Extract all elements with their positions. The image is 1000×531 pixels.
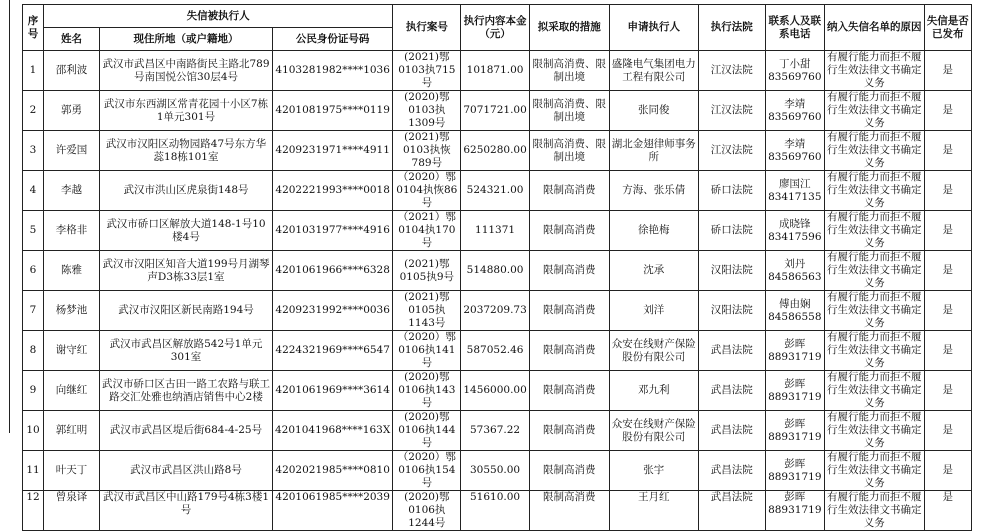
cell-name: 李格非: [44, 211, 100, 251]
cell-reason: 有履行能力而拒不履行生效法律文书确定义务: [824, 411, 924, 451]
cell-name: 许爱国: [44, 131, 100, 171]
cell-seq: 10: [23, 411, 44, 451]
table-row: [23, 331, 972, 371]
cell-address: 武汉市汉阳区新民南路194号: [100, 291, 273, 331]
cell-published: 是: [924, 291, 971, 331]
header-measures: 拟采取的措施: [529, 5, 609, 51]
cell-case: （2020）鄂0106执141号: [393, 331, 461, 371]
cell-contact: 丁小甜 83569760: [765, 51, 824, 91]
cell-name: 郭红明: [44, 411, 100, 451]
table-row: [23, 291, 972, 331]
cell-seq: 6: [23, 251, 44, 291]
cell-id: 4209231992****0036: [273, 291, 393, 331]
cell-case: （2020）鄂0104执恢86号: [393, 171, 461, 211]
cell-court: 武昌法院: [698, 491, 765, 531]
cell-reason: 有履行能力而拒不履行生效法律文书确定义务: [824, 251, 924, 291]
cell-published: 是: [924, 211, 971, 251]
table-row: [23, 211, 972, 251]
cell-applicant: 刘洋: [609, 291, 698, 331]
cell-court: 硚口法院: [698, 211, 765, 251]
cell-name: 郭勇: [44, 91, 100, 131]
cell-measure: 限制高消费: [529, 171, 609, 211]
header-name: 姓名: [44, 28, 100, 51]
cell-published: 是: [924, 251, 971, 291]
cell-amount: 6250280.00: [461, 131, 529, 171]
cell-seq: 1: [23, 51, 44, 91]
header-case-no: 执行案号: [393, 5, 461, 51]
cell-reason: 有履行能力而拒不履行生效法律文书确定义务: [824, 371, 924, 411]
cell-published: 是: [924, 371, 971, 411]
header-id-number: 公民身份证号码: [273, 28, 393, 51]
table-row: [23, 251, 972, 291]
cell-measure: 限制高消费、限制出境: [529, 131, 609, 171]
table-row: [23, 491, 972, 531]
cell-name: 陈雅: [44, 251, 100, 291]
cell-court: 江汉法院: [698, 131, 765, 171]
cell-address: 武汉市硚口区解放大道148-1号10楼4号: [100, 211, 273, 251]
cell-address: 武汉市武昌区中南路街民主路北789号南国悦公馆30层4号: [100, 51, 273, 91]
cell-contact: 成晓锋 83417596: [765, 211, 824, 251]
cell-seq: 11: [23, 451, 44, 491]
cell-amount: 524321.00: [461, 171, 529, 211]
cell-measure: 限制高消费: [529, 331, 609, 371]
cell-case: (2020)鄂0106执1244号: [393, 491, 461, 531]
cell-address: 武汉市东西湖区常青花园十小区7栋1单元301号: [100, 91, 273, 131]
cell-id: 4201041968****163X: [273, 411, 393, 451]
cell-published: 是: [924, 171, 971, 211]
cell-id: 4201061985****2039: [273, 491, 393, 531]
cell-name: 李越: [44, 171, 100, 211]
cell-amount: 514880.00: [461, 251, 529, 291]
cell-reason: 有履行能力而拒不履行生效法律文书确定义务: [824, 331, 924, 371]
cell-applicant: 湖北金翅律师事务所: [609, 131, 698, 171]
cell-seq: 8: [23, 331, 44, 371]
cell-case: (2020)鄂0103执1309号: [393, 91, 461, 131]
cell-amount: 111371: [461, 211, 529, 251]
cell-reason: 有履行能力而拒不履行生效法律文书确定义务: [824, 131, 924, 171]
cell-measure: 限制高消费: [529, 251, 609, 291]
cell-case: (2021)鄂0103执恢789号: [393, 131, 461, 171]
header-row-top: [23, 5, 972, 28]
header-amount: 执行内容本金（元）: [461, 5, 529, 51]
cell-measure: 限制高消费: [529, 411, 609, 451]
header-court: 执行法院: [698, 5, 765, 51]
cell-applicant: 邓九利: [609, 371, 698, 411]
cell-id: 4202221993****0018: [273, 171, 393, 211]
table-row: [23, 91, 972, 131]
dishonest-debtor-table: [22, 4, 972, 531]
header-applicant: 申请执行人: [609, 5, 698, 51]
cell-name: 曾泉译: [44, 491, 100, 531]
cell-amount: 30550.00: [461, 451, 529, 491]
cell-name: 谢守红: [44, 331, 100, 371]
cell-applicant: 众安在线财产保险股份有限公司: [609, 411, 698, 451]
cell-id: 4202021985****0810: [273, 451, 393, 491]
cell-applicant: 张宇: [609, 451, 698, 491]
cell-seq: 12: [23, 491, 44, 531]
cell-contact: 彭晖 88931719: [765, 411, 824, 451]
cell-measure: 限制高消费、限制出境: [529, 51, 609, 91]
cell-seq: 5: [23, 211, 44, 251]
cell-case: (2020)鄂0106执144号: [393, 411, 461, 451]
cell-contact: 廖国江 83417135: [765, 171, 824, 211]
cell-court: 武昌法院: [698, 451, 765, 491]
cell-address: 武汉市硚口区古田一路工农路与联工路交汇处雅也纳酒店销售中心2楼: [100, 371, 273, 411]
cell-contact: 彭晖 88931719: [765, 451, 824, 491]
cell-amount: 1456000.00: [461, 371, 529, 411]
cell-id: 4209231971****4911: [273, 131, 393, 171]
cell-address: 武汉市汉阳区知音大道199号月湖琴声D3栋33层1室: [100, 251, 273, 291]
cell-applicant: 徐艳梅: [609, 211, 698, 251]
cell-contact: 李靖 83569760: [765, 131, 824, 171]
cell-name: 向继红: [44, 371, 100, 411]
header-seq: 序号: [23, 5, 44, 51]
cell-amount: 587052.46: [461, 331, 529, 371]
cell-amount: 51610.00: [461, 491, 529, 531]
cell-published: 是: [924, 411, 971, 451]
cell-id: 4201031977****4916: [273, 211, 393, 251]
cell-court: 汉阳法院: [698, 251, 765, 291]
cell-measure: 限制高消费、限制出境: [529, 91, 609, 131]
cell-name: 叶天丁: [44, 451, 100, 491]
cell-contact: 彭晖 88931719: [765, 331, 824, 371]
cell-published: 是: [924, 451, 971, 491]
cell-court: 武昌法院: [698, 331, 765, 371]
table-row: [23, 171, 972, 211]
cell-applicant: 王月红: [609, 491, 698, 531]
cell-measure: 限制高消费: [529, 291, 609, 331]
cell-case: （2021）鄂0104执170号: [393, 211, 461, 251]
cell-court: 江汉法院: [698, 51, 765, 91]
cell-contact: 刘丹 84586563: [765, 251, 824, 291]
cell-seq: 4: [23, 171, 44, 211]
cell-measure: 限制高消费: [529, 371, 609, 411]
cell-court: 武昌法院: [698, 411, 765, 451]
cell-applicant: 张同俊: [609, 91, 698, 131]
cell-applicant: 方海、张乐倩: [609, 171, 698, 211]
header-reason: 纳入失信名单的原因: [824, 5, 924, 51]
header-executed-group: 失信被执行人: [44, 5, 393, 28]
cell-reason: 有履行能力而拒不履行生效法律文书确定义务: [824, 51, 924, 91]
table-row: [23, 131, 972, 171]
cell-reason: 有履行能力而拒不履行生效法律文书确定义务: [824, 491, 924, 531]
cell-published: 是: [924, 91, 971, 131]
cell-seq: 2: [23, 91, 44, 131]
cell-case: (2021)鄂0105执9号: [393, 251, 461, 291]
cell-case: (2021)鄂0103执715号: [393, 51, 461, 91]
cell-reason: 有履行能力而拒不履行生效法律文书确定义务: [824, 91, 924, 131]
cell-name: 杨梦池: [44, 291, 100, 331]
cell-address: 武汉市武昌区洪山路8号: [100, 451, 273, 491]
cell-court: 汉阳法院: [698, 291, 765, 331]
cell-reason: 有履行能力而拒不履行生效法律文书确定义务: [824, 291, 924, 331]
cell-address: 武汉市汉阳区动物园路47号东方华蕊18栋101室: [100, 131, 273, 171]
header-address: 现住所地（或户籍地）: [100, 28, 273, 51]
cell-contact: 彭晖 88931719: [765, 371, 824, 411]
cell-contact: 彭晖 88931719: [765, 491, 824, 531]
cell-id: 4103281982****1036: [273, 51, 393, 91]
cell-court: 武昌法院: [698, 371, 765, 411]
cell-seq: 9: [23, 371, 44, 411]
cell-seq: 7: [23, 291, 44, 331]
cell-id: 4224321969****6547: [273, 331, 393, 371]
table-row: [23, 451, 972, 491]
cell-amount: 101871.00: [461, 51, 529, 91]
cell-published: 是: [924, 331, 971, 371]
cell-id: 4201061966****6328: [273, 251, 393, 291]
cell-address: 武汉市武昌区堤后街684-4-25号: [100, 411, 273, 451]
cell-name: 邵利波: [44, 51, 100, 91]
cell-measure: 限制高消费: [529, 491, 609, 531]
cell-published: 是: [924, 491, 971, 531]
cell-reason: 有履行能力而拒不履行生效法律文书确定义务: [824, 451, 924, 491]
cell-applicant: 盛隆电气集团电力工程有限公司: [609, 51, 698, 91]
table-row: [23, 371, 972, 411]
cell-case: (2020)鄂0106执143号: [393, 371, 461, 411]
cell-amount: 7071721.00: [461, 91, 529, 131]
cell-address: 武汉市武昌区解放路542号1单元301室: [100, 331, 273, 371]
cell-court: 江汉法院: [698, 91, 765, 131]
cell-contact: 李靖 83569760: [765, 91, 824, 131]
cell-id: 4201081975****0119: [273, 91, 393, 131]
header-published: 失信是否已发布: [924, 5, 971, 51]
table-row: [23, 411, 972, 451]
cell-court: 硚口法院: [698, 171, 765, 211]
cell-id: 4201061969****3614: [273, 371, 393, 411]
cell-contact: 傅由娴 84586558: [765, 291, 824, 331]
cell-reason: 有履行能力而拒不履行生效法律文书确定义务: [824, 211, 924, 251]
cell-reason: 有履行能力而拒不履行生效法律文书确定义务: [824, 171, 924, 211]
cell-measure: 限制高消费: [529, 211, 609, 251]
left-edge-bar: [0, 0, 10, 433]
cell-address: 武汉市武昌区中山路179号4栋3楼1号: [100, 491, 273, 531]
cell-seq: 3: [23, 131, 44, 171]
header-contact: 联系人及联系电话: [765, 5, 824, 51]
cell-published: 是: [924, 131, 971, 171]
cell-case: （2020）鄂0106执154号: [393, 451, 461, 491]
cell-address: 武汉市洪山区虎泉街148号: [100, 171, 273, 211]
cell-applicant: 沈承: [609, 251, 698, 291]
cell-case: (2021)鄂0105执1143号: [393, 291, 461, 331]
cell-published: 是: [924, 51, 971, 91]
cell-amount: 2037209.73: [461, 291, 529, 331]
cell-measure: 限制高消费: [529, 451, 609, 491]
cell-amount: 57367.22: [461, 411, 529, 451]
cell-applicant: 众安在线财产保险股份有限公司: [609, 331, 698, 371]
table-row: [23, 51, 972, 91]
